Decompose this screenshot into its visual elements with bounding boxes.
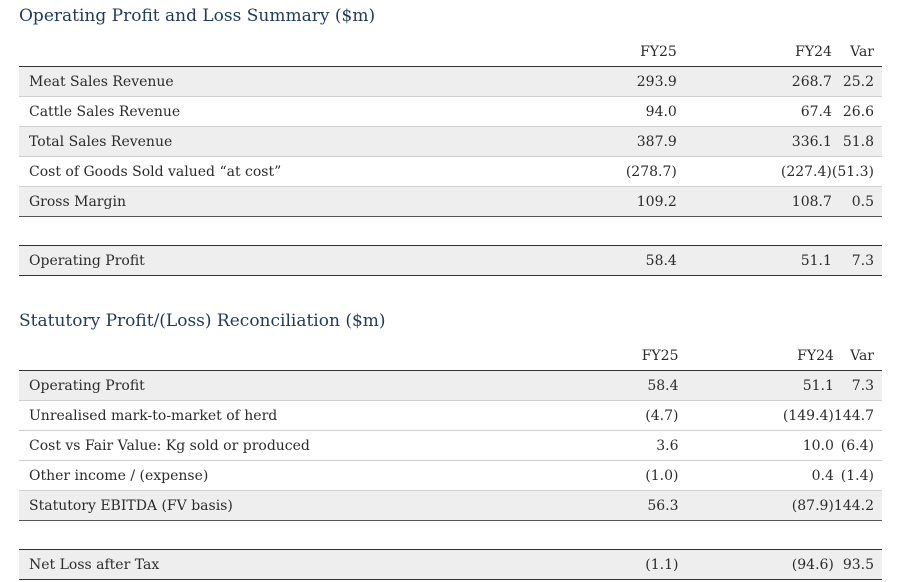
fy25-value: (278.7)	[529, 157, 677, 187]
column-header-var: Var	[832, 38, 882, 67]
total-row	[19, 550, 882, 580]
row-label: Cost of Goods Sold valued “at cost”	[19, 157, 529, 187]
fy25-value: 109.2	[529, 187, 677, 217]
row-label: Cost vs Fair Value: Kg sold or produced	[19, 431, 530, 461]
var-value: 7.3	[834, 371, 882, 401]
fy25-value: 58.4	[529, 246, 677, 276]
column-header-fy24: FY24	[678, 342, 833, 371]
table-row	[19, 431, 882, 461]
row-label: Unrealised mark-to-market of herd	[19, 401, 530, 431]
row-label: Statutory EBITDA (FV basis)	[19, 491, 530, 521]
table-row	[19, 401, 882, 431]
row-label: Operating Profit	[19, 371, 530, 401]
column-header-fy25: FY25	[529, 38, 677, 67]
table-header-row	[19, 38, 882, 67]
fy24-value: 10.0	[678, 431, 833, 461]
table-header-row	[19, 342, 882, 371]
row-label: Total Sales Revenue	[19, 127, 529, 157]
fy24-value: (94.6)	[678, 550, 833, 580]
var-value: 93.5	[834, 550, 882, 580]
statutory-reconciliation-table	[19, 342, 882, 580]
column-header-var: Var	[834, 342, 882, 371]
section1-title: Operating Profit and Loss Summary ($m)	[19, 6, 376, 26]
fy24-value: (227.4)	[677, 157, 832, 187]
fy24-value: 336.1	[677, 127, 832, 157]
table-row	[19, 371, 882, 401]
total-row	[19, 246, 882, 276]
column-header-fy24: FY24	[677, 38, 832, 67]
row-label: Cattle Sales Revenue	[19, 97, 529, 127]
fy24-value: 268.7	[677, 67, 832, 97]
fy24-value: 67.4	[677, 97, 832, 127]
var-value: 0.5	[832, 187, 882, 217]
fy25-value: 56.3	[530, 491, 678, 521]
table-row	[19, 67, 882, 97]
fy25-value: (1.1)	[530, 550, 678, 580]
fy25-value: 3.6	[530, 431, 678, 461]
section2-title: Statutory Profit/(Loss) Reconciliation ($m)	[19, 311, 386, 331]
fy25-value: 387.9	[529, 127, 677, 157]
var-value: 7.3	[832, 246, 882, 276]
fy25-value: 293.9	[529, 67, 677, 97]
table-row	[19, 97, 882, 127]
var-value: 26.6	[832, 97, 882, 127]
table-row	[19, 157, 882, 187]
column-header-fy25: FY25	[530, 342, 678, 371]
var-value: (51.3)	[832, 157, 882, 187]
row-label: Other income / (expense)	[19, 461, 530, 491]
operating-pl-table	[19, 38, 882, 276]
var-value: 144.7	[834, 401, 882, 431]
row-label: Gross Margin	[19, 187, 529, 217]
spacer-row	[19, 217, 882, 246]
fy25-value: 58.4	[530, 371, 678, 401]
fy25-value: (1.0)	[530, 461, 678, 491]
spacer-row	[19, 521, 882, 550]
total-label: Operating Profit	[19, 246, 529, 276]
fy25-value: 94.0	[529, 97, 677, 127]
fy24-value: (87.9)	[678, 491, 833, 521]
table-row	[19, 491, 882, 521]
fy24-value: 0.4	[678, 461, 833, 491]
var-value: (6.4)	[834, 431, 882, 461]
table-row	[19, 127, 882, 157]
fy25-value: (4.7)	[530, 401, 678, 431]
var-value: 51.8	[832, 127, 882, 157]
total-label: Net Loss after Tax	[19, 550, 530, 580]
table-row	[19, 187, 882, 217]
var-value: 144.2	[834, 491, 882, 521]
table-row	[19, 461, 882, 491]
var-value: (1.4)	[834, 461, 882, 491]
row-label: Meat Sales Revenue	[19, 67, 529, 97]
fy24-value: 51.1	[678, 371, 833, 401]
fy24-value: 108.7	[677, 187, 832, 217]
fy24-value: (149.4)	[678, 401, 833, 431]
var-value: 25.2	[832, 67, 882, 97]
fy24-value: 51.1	[677, 246, 832, 276]
